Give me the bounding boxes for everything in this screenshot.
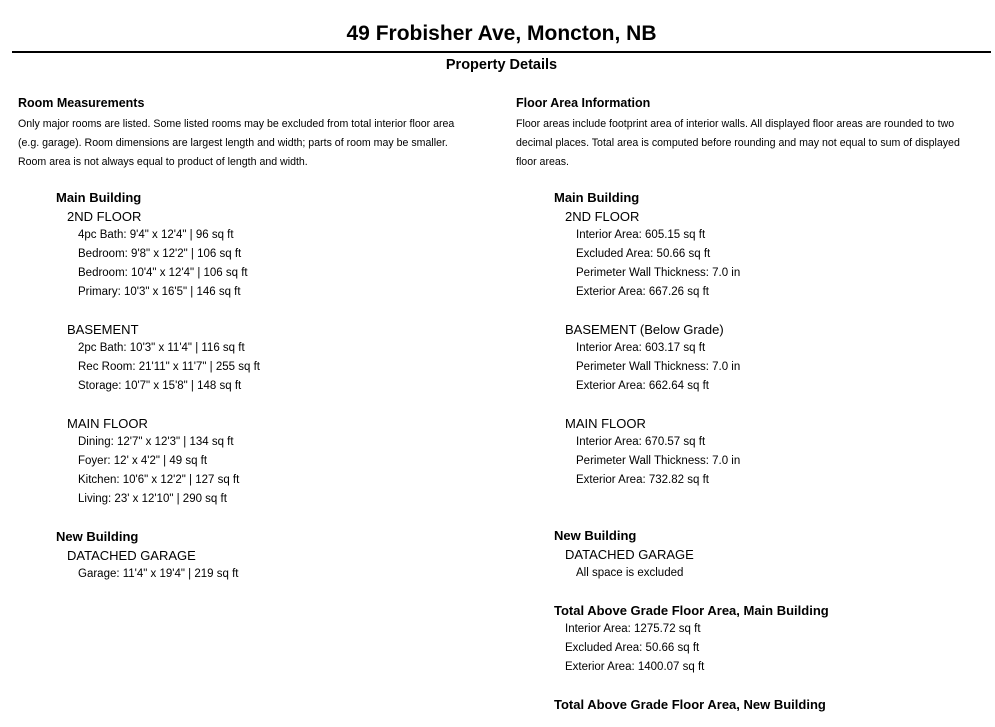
- total-main-building-label: Total Above Grade Floor Area, Main Building: [554, 603, 829, 618]
- area-line: Excluded Area: 50.66 sq ft: [576, 248, 711, 260]
- floor-label: DATACHED GARAGE: [67, 548, 196, 563]
- area-line: Perimeter Wall Thickness: 7.0 in: [576, 455, 741, 467]
- area-line: Exterior Area: 1400.07 sq ft: [565, 661, 705, 673]
- room-measurements-section: [18, 95, 490, 584]
- floor-label: DATACHED GARAGE: [565, 547, 694, 562]
- room-item: Kitchen: 10'6" x 12'2" | 127 sq ft: [78, 474, 240, 486]
- page-subtitle: Property Details: [445, 57, 558, 73]
- area-line: Interior Area: 603.17 sq ft: [576, 342, 706, 354]
- floor-label: 2ND FLOOR: [565, 209, 640, 224]
- room-measurements-intro-line: (e.g. garage). Room dimensions are largest length and width; parts of room may be smaller.: [18, 137, 448, 149]
- area-line: Interior Area: 1275.72 sq ft: [565, 623, 701, 635]
- room-measurements-intro-line: Room area is not always equal to product of length and width.: [18, 156, 308, 168]
- floor-area-section: [516, 95, 994, 714]
- room-item: Dining: 12'7" x 12'3" | 134 sq ft: [78, 436, 234, 448]
- area-line: Perimeter Wall Thickness: 7.0 in: [576, 267, 741, 279]
- room-item: Foyer: 12' x 4'2" | 49 sq ft: [78, 455, 208, 467]
- room-measurements-intro-line: Only major rooms are listed. Some listed rooms may be excluded from total interior floor area: [18, 118, 455, 130]
- title-divider: [12, 51, 991, 53]
- room-item: Rec Room: 21'11" x 11'7" | 255 sq ft: [78, 361, 260, 373]
- floor-area-intro-line: decimal places. Total area is computed before rounding and may not equal to sum of displayed: [516, 137, 960, 149]
- floor-area-intro-line: floor areas.: [516, 156, 569, 168]
- room-item: Garage: 11'4" x 19'4" | 219 sq ft: [78, 568, 239, 580]
- page-title: 49 Frobisher Ave, Moncton, NB: [346, 22, 657, 45]
- floor-label: BASEMENT (Below Grade): [565, 322, 724, 337]
- area-line: Interior Area: 670.57 sq ft: [576, 436, 706, 448]
- area-line: Exterior Area: 732.82 sq ft: [576, 474, 709, 486]
- floor-area-intro-line: Floor areas include footprint area of interior walls. All displayed floor areas are rounded to two: [516, 118, 955, 130]
- area-line: Perimeter Wall Thickness: 7.0 in: [576, 361, 741, 373]
- area-line: Exterior Area: 667.26 sq ft: [576, 286, 709, 298]
- room-item: Primary: 10'3" x 16'5" | 146 sq ft: [78, 286, 241, 298]
- room-item: Storage: 10'7" x 15'8" | 148 sq ft: [78, 380, 242, 392]
- building-label: Main Building: [56, 190, 142, 205]
- building-label: New Building: [56, 529, 139, 544]
- total-new-building-label: Total Above Grade Floor Area, New Building: [554, 697, 826, 712]
- room-item: Bedroom: 9'8" x 12'2" | 106 sq ft: [78, 248, 242, 260]
- building-label: New Building: [554, 528, 637, 543]
- floor-label: BASEMENT: [67, 322, 139, 337]
- building-label: Main Building: [554, 190, 640, 205]
- area-line: Interior Area: 605.15 sq ft: [576, 229, 706, 241]
- area-line: Exterior Area: 662.64 sq ft: [576, 380, 709, 392]
- room-item: 2pc Bath: 10'3" x 11'4" | 116 sq ft: [78, 342, 245, 354]
- area-line: Excluded Area: 50.66 sq ft: [565, 642, 700, 654]
- room-measurements-heading: Room Measurements: [18, 96, 145, 110]
- floor-area-heading: Floor Area Information: [516, 96, 651, 110]
- room-item: Bedroom: 10'4" x 12'4" | 106 sq ft: [78, 267, 248, 279]
- floor-label: 2ND FLOOR: [67, 209, 142, 224]
- floor-label: MAIN FLOOR: [565, 416, 646, 431]
- room-item: 4pc Bath: 9'4" x 12'4" | 96 sq ft: [78, 229, 234, 241]
- room-item: Living: 23' x 12'10" | 290 sq ft: [78, 493, 227, 505]
- area-line: All space is excluded: [576, 567, 684, 579]
- floor-label: MAIN FLOOR: [67, 416, 148, 431]
